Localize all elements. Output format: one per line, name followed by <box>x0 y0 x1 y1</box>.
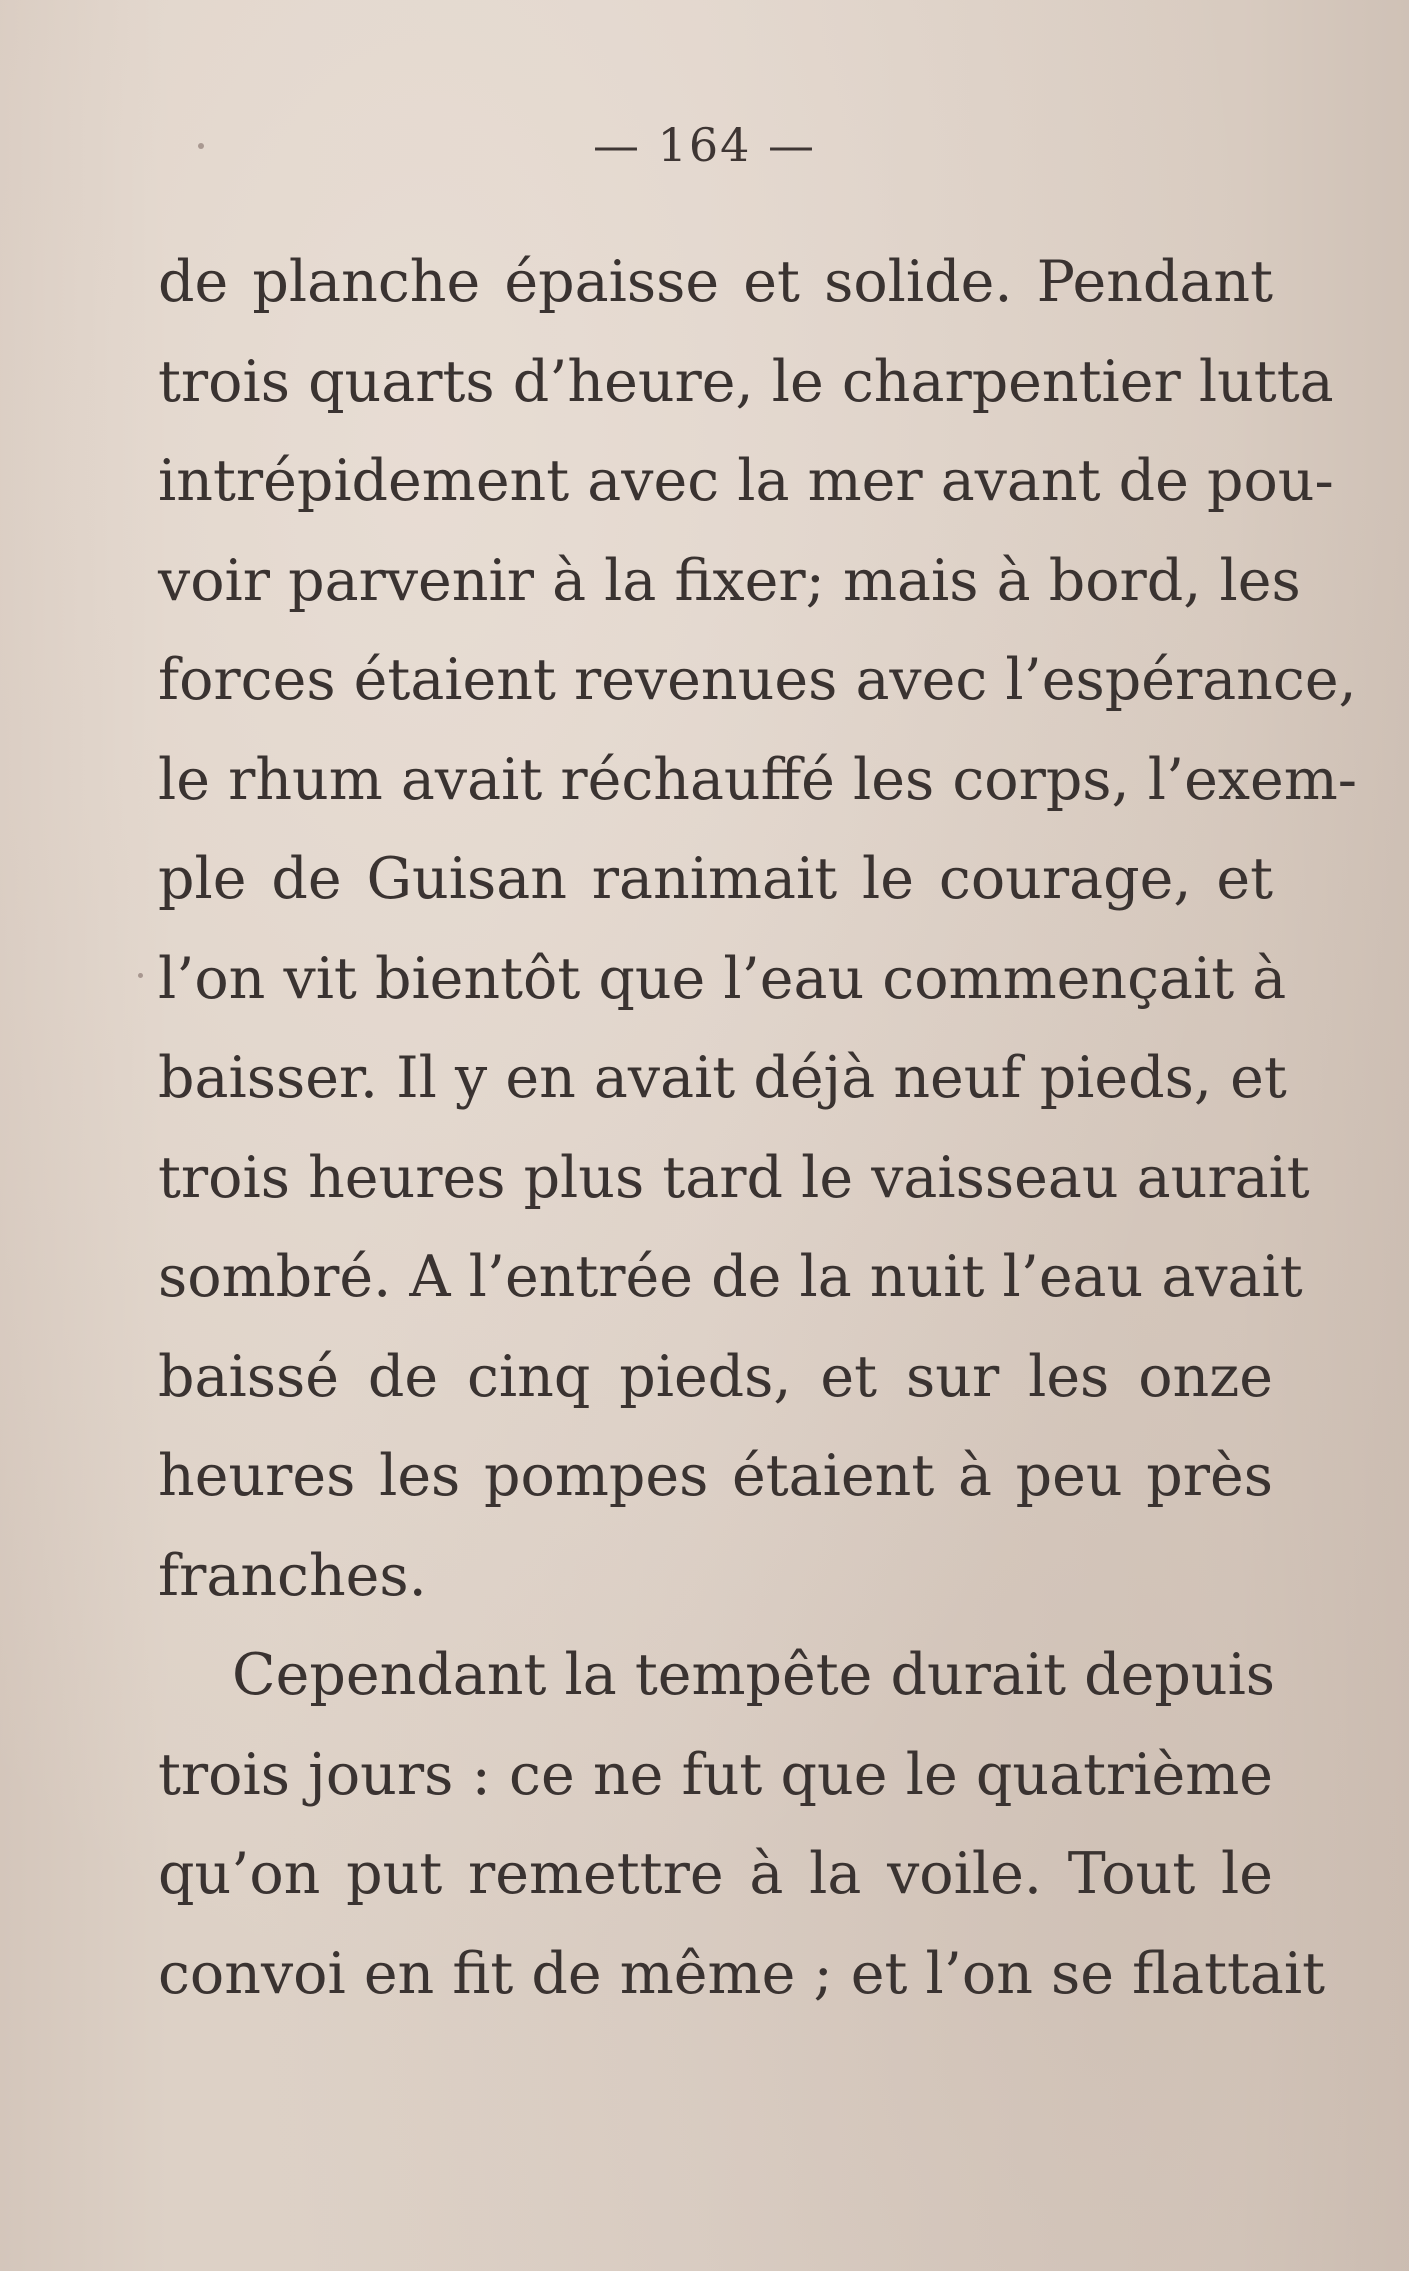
text-line: baisser. Il y en avait déjà neuf pieds, et <box>158 1045 1287 1111</box>
text-line: baissé de cinq pieds, et sur les onze <box>158 1343 1273 1410</box>
paragraph <box>158 233 1358 1626</box>
text-line: sombré. A l’entrée de la nuit l’eau avait <box>158 1244 1303 1310</box>
text-line: convoi en fit de même ; et l’on se flattait <box>158 1940 1326 2007</box>
text-line: trois quarts d’heure, le charpentier lutta <box>158 348 1334 415</box>
text-line: trois heures plus tard le vaisseau aurait <box>158 1144 1310 1211</box>
text-line: voir parvenir à la fixer; mais à bord, les <box>158 547 1301 614</box>
paper-speck <box>138 973 143 978</box>
text-line: franches. <box>158 1542 427 1609</box>
text-line: heures les pompes étaient à peu près <box>158 1443 1273 1509</box>
text-line: forces étaient revenues avec l’espérance, <box>158 647 1357 713</box>
paragraph <box>158 1626 1326 2024</box>
text-line: intrépidement avec la mer avant de pou- <box>158 448 1334 514</box>
body-text <box>158 233 1358 2024</box>
page-number: — 164 — <box>592 118 817 172</box>
text-line: de planche épaisse et solide. Pendant <box>158 249 1273 315</box>
text-line: le rhum avait réchauffé les corps, l’exem- <box>158 746 1358 813</box>
text-line: ple de Guisan ranimait le courage, et <box>158 846 1273 912</box>
text-line: l’on vit bientôt que l’eau commençait à <box>158 945 1287 1012</box>
text-line: Cependant la tempête durait depuis <box>232 1642 1276 1708</box>
text-line: trois jours : ce ne fut que le quatrième <box>158 1741 1273 1808</box>
text-line: qu’on put remettre à la voile. Tout le <box>158 1841 1273 1907</box>
